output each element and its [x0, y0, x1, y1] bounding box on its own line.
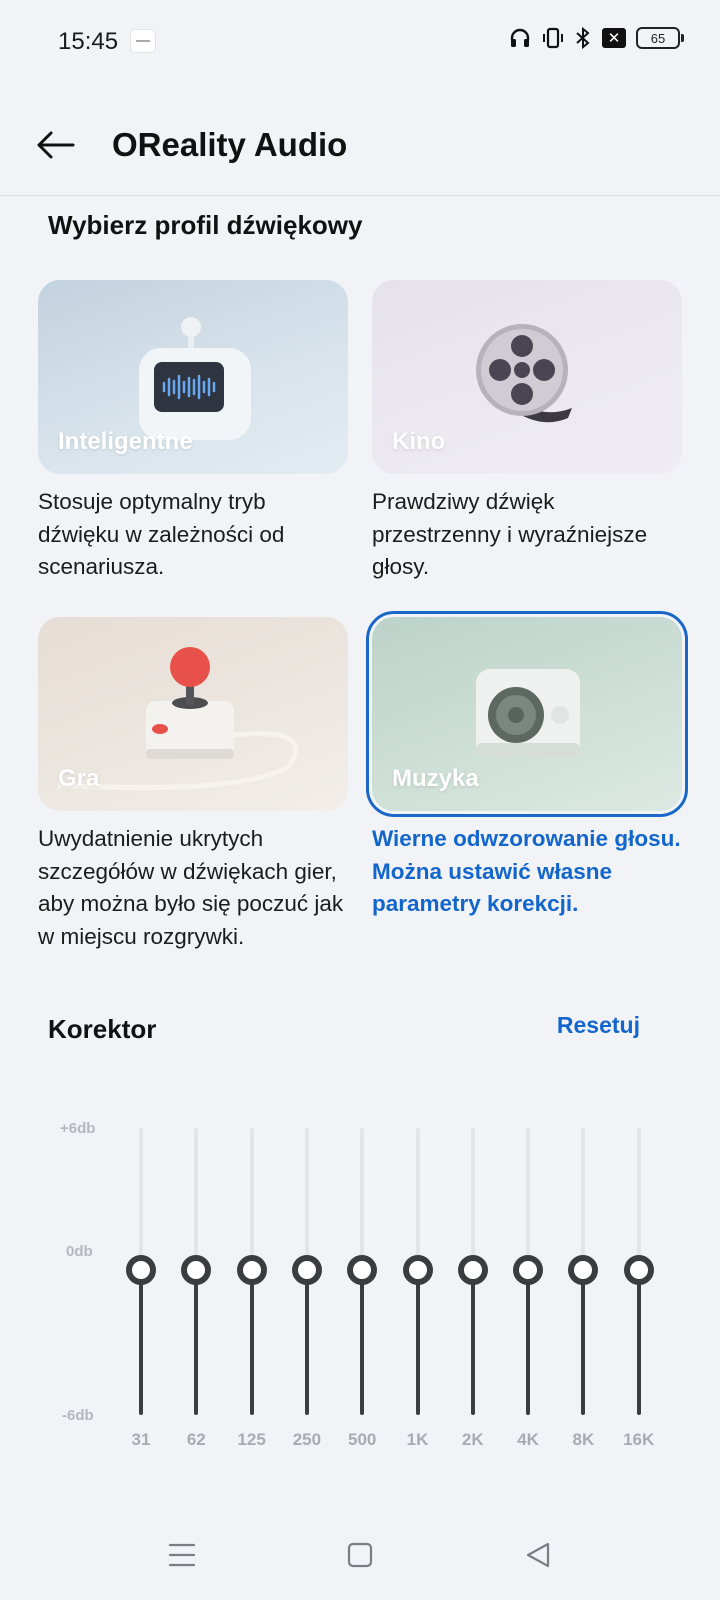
eq-knob[interactable]: [513, 1255, 543, 1285]
eq-band-slider[interactable]: [337, 1128, 387, 1458]
eq-track-lower: [194, 1270, 198, 1415]
eq-band-slider[interactable]: [171, 1128, 221, 1458]
eq-band-slider[interactable]: [282, 1128, 332, 1458]
nav-back-button[interactable]: [508, 1530, 568, 1580]
vibrate-icon: [542, 26, 564, 50]
eq-scale-max: +6db: [60, 1120, 96, 1137]
nav-home-button[interactable]: [330, 1530, 390, 1580]
eq-frequency-label: 1K: [406, 1430, 429, 1449]
bluetooth-icon: [574, 26, 592, 50]
reset-button[interactable]: Resetuj: [556, 1012, 640, 1038]
profile-label-game: Gra: [58, 765, 100, 792]
profile-image-cinema: [372, 280, 682, 474]
eq-track-upper: [194, 1128, 198, 1270]
eq-frequency-label: 125: [237, 1430, 266, 1449]
home-icon: [346, 1541, 374, 1569]
eq-track-lower: [139, 1270, 143, 1415]
eq-knob[interactable]: [347, 1255, 377, 1285]
back-icon: [524, 1541, 552, 1569]
profile-card-smart[interactable]: [38, 280, 350, 584]
notification-icon: [130, 29, 156, 53]
eq-track-upper: [416, 1128, 420, 1270]
status-icons: [508, 26, 680, 50]
profile-description-smart: Stosuje optymalny tryb dźwięku w zależności od scenariusza.: [38, 489, 285, 579]
profile-description-music: Wierne odwzorowanie głosu. Można ustawić własne parametry korekcji.: [372, 826, 681, 916]
back-button[interactable]: [30, 120, 80, 170]
eq-track-upper: [637, 1128, 641, 1270]
headphones-icon: [508, 26, 532, 50]
eq-band-slider[interactable]: [227, 1128, 277, 1458]
profile-label-smart: Inteligentne: [58, 428, 193, 455]
eq-track-upper: [471, 1128, 475, 1270]
eq-track-lower: [305, 1270, 309, 1415]
profile-card-cinema[interactable]: [372, 280, 684, 584]
eq-track-lower: [471, 1270, 475, 1415]
eq-track-lower: [526, 1270, 530, 1415]
eq-track-upper: [360, 1128, 364, 1270]
eq-track-lower: [360, 1270, 364, 1415]
eq-track-upper: [526, 1128, 530, 1270]
status-time: 15:45: [58, 28, 119, 55]
page-title: OReality Audio: [112, 126, 348, 163]
eq-band-slider[interactable]: [448, 1128, 498, 1458]
profile-card-music[interactable]: [372, 617, 684, 921]
eq-track-upper: [250, 1128, 254, 1270]
eq-frequency-label: 31: [131, 1430, 151, 1449]
eq-frequency-label: 2K: [461, 1430, 484, 1449]
eq-track-upper: [581, 1128, 585, 1270]
profile-card-game[interactable]: [38, 617, 350, 953]
eq-frequency-label: 500: [348, 1430, 377, 1449]
profile-description-cinema: Prawdziwy dźwięk przestrzenny i wyraźniejsze głosy.: [372, 489, 648, 579]
eq-knob[interactable]: [292, 1255, 322, 1285]
xbox-icon: ✕: [602, 28, 626, 48]
eq-frequency-label: 62: [186, 1430, 206, 1449]
eq-track-lower: [250, 1270, 254, 1415]
profile-image-music: [372, 617, 682, 811]
eq-band-slider[interactable]: [558, 1128, 608, 1458]
battery-icon: [636, 27, 680, 49]
eq-track-upper: [139, 1128, 143, 1270]
status-bar: [0, 0, 720, 84]
eq-band-slider[interactable]: [614, 1128, 664, 1458]
battery-level: 65: [650, 30, 666, 46]
app-header: [0, 100, 720, 196]
equalizer-title: Korektor: [48, 1014, 157, 1044]
back-arrow-icon: [35, 130, 75, 160]
eq-knob[interactable]: [237, 1255, 267, 1285]
eq-knob[interactable]: [568, 1255, 598, 1285]
eq-track-lower: [581, 1270, 585, 1415]
profiles-section-title: Wybierz profil dźwiękowy: [48, 210, 363, 240]
eq-knob[interactable]: [458, 1255, 488, 1285]
eq-knob[interactable]: [624, 1255, 654, 1285]
eq-band-slider[interactable]: [116, 1128, 166, 1458]
navigation-bar: [0, 1530, 720, 1600]
profile-label-cinema: Kino: [392, 428, 446, 455]
eq-knob[interactable]: [181, 1255, 211, 1285]
eq-frequency-label: 250: [292, 1430, 322, 1449]
profile-image-smart: [38, 280, 348, 474]
eq-frequency-label: 4K: [517, 1430, 539, 1449]
profile-image-game: [38, 617, 348, 811]
eq-scale-min: -6db: [62, 1407, 94, 1424]
eq-frequency-label: 16K: [623, 1430, 655, 1449]
nav-menu-button[interactable]: [152, 1530, 212, 1580]
eq-band-slider[interactable]: [393, 1128, 443, 1458]
profile-description-game: Uwydatnienie ukrytych szczegółów w dźwiękach gier, aby można było się poczuć jak w miejscu rozgrywki.: [38, 826, 344, 949]
eq-band-slider[interactable]: [503, 1128, 553, 1458]
eq-knob[interactable]: [126, 1255, 156, 1285]
eq-track-lower: [416, 1270, 420, 1415]
eq-track-lower: [637, 1270, 641, 1415]
eq-track-upper: [305, 1128, 309, 1270]
eq-knob[interactable]: [403, 1255, 433, 1285]
eq-frequency-label: 8K: [572, 1430, 595, 1449]
menu-icon: [167, 1541, 197, 1569]
profile-label-music: Muzyka: [392, 765, 479, 792]
eq-scale-mid: 0db: [66, 1243, 93, 1260]
